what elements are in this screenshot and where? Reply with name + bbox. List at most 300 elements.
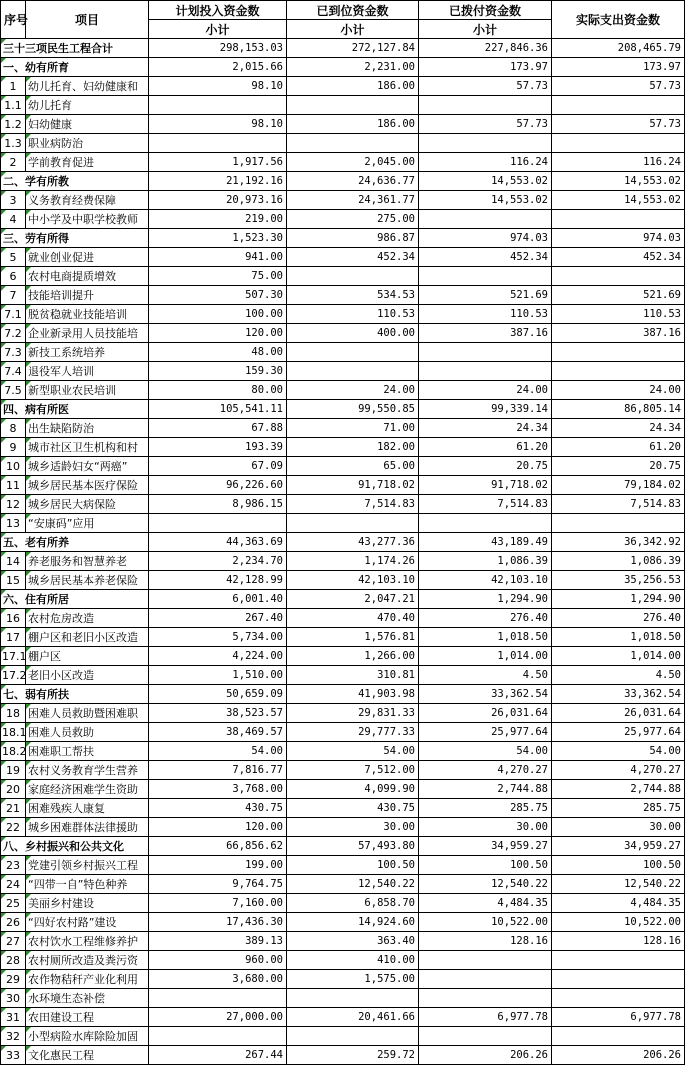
table-row [1, 191, 685, 210]
row-seq: 7.5 [1, 381, 26, 400]
row-seq: 16 [1, 609, 26, 628]
header-disbursed-subtotal: 小计 [419, 20, 552, 39]
cell-marker-icon [26, 970, 31, 975]
actual-amount: 128.16 [552, 932, 685, 951]
cell-marker-icon [26, 191, 31, 196]
section-row [1, 229, 685, 248]
section-row [1, 590, 685, 609]
table-row [1, 932, 685, 951]
disbursed-amount [419, 134, 552, 153]
disbursed-amount: 10,522.00 [419, 913, 552, 932]
planned-amount: 96,226.60 [149, 476, 287, 495]
actual-amount: 14,553.02 [552, 191, 685, 210]
arrived-amount: 1,575.00 [287, 970, 419, 989]
table-row [1, 77, 685, 96]
disbursed-amount: 4,270.27 [419, 761, 552, 780]
cell-marker-icon [1, 134, 6, 139]
table-row [1, 438, 685, 457]
arrived-amount [287, 989, 419, 1008]
cell-marker-icon [1, 894, 6, 899]
cell-marker-icon [1, 39, 6, 44]
disbursed-amount [419, 989, 552, 1008]
arrived-amount: 2,231.00 [287, 58, 419, 77]
arrived-amount: 24,636.77 [287, 172, 419, 191]
row-name: 水环境生态补偿 [26, 989, 149, 1008]
actual-amount: 30.00 [552, 818, 685, 837]
cell-marker-icon [26, 343, 31, 348]
planned-amount [149, 1027, 287, 1046]
section-title: 七、弱有所扶 [1, 685, 149, 704]
cell-marker-icon [26, 96, 31, 101]
disbursed-amount: 6,977.78 [419, 1008, 552, 1027]
actual-amount: 7,514.83 [552, 495, 685, 514]
arrived-amount: 24.00 [287, 381, 419, 400]
cell-marker-icon [26, 666, 31, 671]
row-seq: 3 [1, 191, 26, 210]
arrived-amount [287, 267, 419, 286]
row-seq: 31 [1, 1008, 26, 1027]
arrived-amount: 1,174.26 [287, 552, 419, 571]
arrived-amount: 1,266.00 [287, 647, 419, 666]
arrived-amount: 2,047.21 [287, 590, 419, 609]
actual-amount: 26,031.64 [552, 704, 685, 723]
cell-marker-icon [26, 704, 31, 709]
actual-amount: 24.00 [552, 381, 685, 400]
actual-amount: 100.50 [552, 856, 685, 875]
planned-amount: 66,856.62 [149, 837, 287, 856]
row-seq: 12 [1, 495, 26, 514]
disbursed-amount: 2,744.88 [419, 780, 552, 799]
disbursed-amount: 1,086.39 [419, 552, 552, 571]
row-seq: 33 [1, 1046, 26, 1065]
cell-marker-icon [1, 742, 6, 747]
arrived-amount: 24,361.77 [287, 191, 419, 210]
table-row [1, 780, 685, 799]
row-seq: 21 [1, 799, 26, 818]
table-row [1, 761, 685, 780]
cell-marker-icon [26, 286, 31, 291]
arrived-amount: 100.50 [287, 856, 419, 875]
disbursed-amount: 42,103.10 [419, 571, 552, 590]
row-name: 困难人员救助 [26, 723, 149, 742]
disbursed-amount: 116.24 [419, 153, 552, 172]
planned-amount: 6,001.40 [149, 590, 287, 609]
cell-marker-icon [26, 989, 31, 994]
row-seq: 7 [1, 286, 26, 305]
actual-amount: 34,959.27 [552, 837, 685, 856]
disbursed-amount: 1,294.90 [419, 590, 552, 609]
disbursed-amount: 57.73 [419, 115, 552, 134]
disbursed-amount: 14,553.02 [419, 172, 552, 191]
row-name: 困难人员救助暨困难职 [26, 704, 149, 723]
arrived-amount: 29,831.33 [287, 704, 419, 723]
row-name: 小型病险水库除险加固 [26, 1027, 149, 1046]
actual-amount: 276.40 [552, 609, 685, 628]
actual-amount: 61.20 [552, 438, 685, 457]
cell-marker-icon [26, 742, 31, 747]
disbursed-amount [419, 210, 552, 229]
table-row [1, 913, 685, 932]
table-row [1, 875, 685, 894]
row-name: 新型职业农民培训 [26, 381, 149, 400]
disbursed-amount: 25,977.64 [419, 723, 552, 742]
cell-marker-icon [1, 552, 6, 557]
cell-marker-icon [1, 495, 6, 500]
planned-amount: 507.30 [149, 286, 287, 305]
table-row [1, 1027, 685, 1046]
row-name: 学前教育促进 [26, 153, 149, 172]
cell-marker-icon [1, 590, 6, 595]
disbursed-amount: 20.75 [419, 457, 552, 476]
row-name: “四带一自”特色种养 [26, 875, 149, 894]
planned-amount: 199.00 [149, 856, 287, 875]
table-row [1, 381, 685, 400]
row-seq: 26 [1, 913, 26, 932]
row-name: 城乡居民大病保险 [26, 495, 149, 514]
arrived-amount: 2,045.00 [287, 153, 419, 172]
table-body [1, 39, 685, 1065]
table-row [1, 267, 685, 286]
row-name: 文化惠民工程 [26, 1046, 149, 1065]
table-row [1, 286, 685, 305]
row-name: 退役军人培训 [26, 362, 149, 381]
row-name: “安康码”应用 [26, 514, 149, 533]
table-row [1, 305, 685, 324]
row-name: 职业病防治 [26, 134, 149, 153]
planned-amount: 7,160.00 [149, 894, 287, 913]
cell-marker-icon [26, 951, 31, 956]
actual-amount: 2,744.88 [552, 780, 685, 799]
table-row [1, 419, 685, 438]
actual-amount: 4.50 [552, 666, 685, 685]
row-seq: 6 [1, 267, 26, 286]
disbursed-amount: 57.73 [419, 77, 552, 96]
table-row [1, 96, 685, 115]
planned-amount: 17,436.30 [149, 913, 287, 932]
cell-marker-icon [26, 77, 31, 82]
row-seq: 5 [1, 248, 26, 267]
disbursed-amount: 521.69 [419, 286, 552, 305]
row-seq: 7.3 [1, 343, 26, 362]
cell-marker-icon [1, 666, 6, 671]
cell-marker-icon [1, 267, 6, 272]
row-seq: 18.1 [1, 723, 26, 742]
row-seq: 1.1 [1, 96, 26, 115]
table-row [1, 552, 685, 571]
section-row [1, 172, 685, 191]
actual-amount: 208,465.79 [552, 39, 685, 58]
arrived-amount: 43,277.36 [287, 533, 419, 552]
row-name: 城乡适龄妇女“两癌” [26, 457, 149, 476]
planned-amount: 42,128.99 [149, 571, 287, 590]
header-arrived-subtotal: 小计 [287, 20, 419, 39]
row-seq: 25 [1, 894, 26, 913]
actual-amount [552, 267, 685, 286]
disbursed-amount [419, 1027, 552, 1046]
disbursed-amount: 61.20 [419, 438, 552, 457]
section-title: 三十三项民生工程合计 [1, 39, 149, 58]
row-seq: 19 [1, 761, 26, 780]
table-row [1, 818, 685, 837]
row-name: 困难残疾人康复 [26, 799, 149, 818]
cell-marker-icon [26, 305, 31, 310]
cell-marker-icon [1, 286, 6, 291]
disbursed-amount: 54.00 [419, 742, 552, 761]
arrived-amount: 91,718.02 [287, 476, 419, 495]
arrived-amount [287, 1027, 419, 1046]
cell-marker-icon [26, 153, 31, 158]
header-disbursed: 已拨付资金数 [419, 1, 552, 20]
cell-marker-icon [1, 628, 6, 633]
actual-amount: 35,256.53 [552, 571, 685, 590]
actual-amount: 4,270.27 [552, 761, 685, 780]
cell-marker-icon [1, 951, 6, 956]
arrived-amount: 71.00 [287, 419, 419, 438]
planned-amount: 267.40 [149, 609, 287, 628]
cell-marker-icon [1, 571, 6, 576]
actual-amount: 206.26 [552, 1046, 685, 1065]
planned-amount: 389.13 [149, 932, 287, 951]
table-row [1, 609, 685, 628]
cell-marker-icon [26, 780, 31, 785]
row-name: 农田建设工程 [26, 1008, 149, 1027]
row-name: 城乡居民基本医疗保险 [26, 476, 149, 495]
disbursed-amount: 43,189.49 [419, 533, 552, 552]
table-row [1, 628, 685, 647]
row-seq: 7.1 [1, 305, 26, 324]
row-name: 城乡居民基本养老保险 [26, 571, 149, 590]
section-title: 六、住有所居 [1, 590, 149, 609]
actual-amount: 1,294.90 [552, 590, 685, 609]
actual-amount: 33,362.54 [552, 685, 685, 704]
row-seq: 2 [1, 153, 26, 172]
cell-marker-icon [1, 305, 6, 310]
planned-amount: 44,363.69 [149, 533, 287, 552]
planned-amount: 27,000.00 [149, 1008, 287, 1027]
row-name: 就业创业促进 [26, 248, 149, 267]
planned-amount: 54.00 [149, 742, 287, 761]
disbursed-amount: 26,031.64 [419, 704, 552, 723]
row-seq: 27 [1, 932, 26, 951]
cell-marker-icon [1, 913, 6, 918]
cell-marker-icon [26, 1027, 31, 1032]
table-row [1, 742, 685, 761]
disbursed-amount [419, 951, 552, 970]
header-actual: 实际支出资金数 [552, 1, 685, 39]
cell-marker-icon [1, 818, 6, 823]
cell-marker-icon [26, 267, 31, 272]
table-row [1, 989, 685, 1008]
cell-marker-icon [1, 780, 6, 785]
cell-marker-icon [26, 134, 31, 139]
row-name: 技能培训提升 [26, 286, 149, 305]
planned-amount: 80.00 [149, 381, 287, 400]
cell-marker-icon [26, 647, 31, 652]
actual-amount: 173.97 [552, 58, 685, 77]
planned-amount: 7,816.77 [149, 761, 287, 780]
planned-amount: 3,768.00 [149, 780, 287, 799]
cell-marker-icon [1, 856, 6, 861]
planned-amount [149, 96, 287, 115]
cell-marker-icon [1, 875, 6, 880]
planned-amount: 193.39 [149, 438, 287, 457]
section-row [1, 58, 685, 77]
row-seq: 18.2 [1, 742, 26, 761]
table-row [1, 134, 685, 153]
actual-amount [552, 970, 685, 989]
planned-amount: 1,523.30 [149, 229, 287, 248]
cell-marker-icon [1, 647, 6, 652]
arrived-amount: 14,924.60 [287, 913, 419, 932]
planned-amount: 298,153.03 [149, 39, 287, 58]
row-seq: 4 [1, 210, 26, 229]
planned-amount: 67.88 [149, 419, 287, 438]
planned-amount: 50,659.09 [149, 685, 287, 704]
arrived-amount: 54.00 [287, 742, 419, 761]
actual-amount: 974.03 [552, 229, 685, 248]
cell-marker-icon [26, 419, 31, 424]
row-seq: 23 [1, 856, 26, 875]
arrived-amount [287, 96, 419, 115]
row-seq: 1 [1, 77, 26, 96]
disbursed-amount: 4.50 [419, 666, 552, 685]
row-seq: 28 [1, 951, 26, 970]
cell-marker-icon [1, 115, 6, 120]
planned-amount [149, 514, 287, 533]
table-row [1, 799, 685, 818]
planned-amount: 120.00 [149, 324, 287, 343]
disbursed-amount: 1,018.50 [419, 628, 552, 647]
row-name: 美丽乡村建设 [26, 894, 149, 913]
cell-marker-icon [26, 932, 31, 937]
planned-amount: 9,764.75 [149, 875, 287, 894]
disbursed-amount: 206.26 [419, 1046, 552, 1065]
row-name: 城市社区卫生机构和村 [26, 438, 149, 457]
cell-marker-icon [1, 77, 6, 82]
arrived-amount: 6,858.70 [287, 894, 419, 913]
cell-marker-icon [26, 761, 31, 766]
planned-amount: 38,469.57 [149, 723, 287, 742]
cell-marker-icon [26, 438, 31, 443]
disbursed-amount: 7,514.83 [419, 495, 552, 514]
cell-marker-icon [1, 400, 6, 405]
row-name: 养老服务和智慧养老 [26, 552, 149, 571]
arrived-amount: 12,540.22 [287, 875, 419, 894]
actual-amount: 116.24 [552, 153, 685, 172]
arrived-amount: 986.87 [287, 229, 419, 248]
cell-marker-icon [1, 685, 6, 690]
arrived-amount: 363.40 [287, 932, 419, 951]
cell-marker-icon [26, 913, 31, 918]
disbursed-amount: 12,540.22 [419, 875, 552, 894]
cell-marker-icon [26, 552, 31, 557]
table-row [1, 115, 685, 134]
actual-amount [552, 514, 685, 533]
row-seq: 22 [1, 818, 26, 837]
actual-amount: 20.75 [552, 457, 685, 476]
disbursed-amount: 30.00 [419, 818, 552, 837]
cell-marker-icon [1, 229, 6, 234]
table-row [1, 970, 685, 989]
actual-amount [552, 1027, 685, 1046]
table-row [1, 457, 685, 476]
planned-amount: 20,973.16 [149, 191, 287, 210]
planned-amount: 8,986.15 [149, 495, 287, 514]
cell-marker-icon [1, 932, 6, 937]
header-planned-subtotal: 小计 [149, 20, 287, 39]
actual-amount [552, 951, 685, 970]
cell-marker-icon [1, 172, 6, 177]
row-name: 家庭经济困难学生资助 [26, 780, 149, 799]
row-name: “四好农村路”建设 [26, 913, 149, 932]
cell-marker-icon [26, 362, 31, 367]
row-seq: 9 [1, 438, 26, 457]
row-seq: 30 [1, 989, 26, 1008]
row-seq: 15 [1, 571, 26, 590]
cell-marker-icon [26, 514, 31, 519]
header-arrived: 已到位资金数 [287, 1, 419, 20]
row-seq: 17 [1, 628, 26, 647]
section-row [1, 400, 685, 419]
disbursed-amount [419, 96, 552, 115]
actual-amount [552, 362, 685, 381]
planned-amount: 48.00 [149, 343, 287, 362]
table-row [1, 951, 685, 970]
disbursed-amount [419, 970, 552, 989]
cell-marker-icon [26, 1008, 31, 1013]
section-row [1, 533, 685, 552]
section-title: 一、幼有所育 [1, 58, 149, 77]
row-name: 党建引领乡村振兴工程 [26, 856, 149, 875]
cell-marker-icon [26, 115, 31, 120]
section-title: 五、老有所养 [1, 533, 149, 552]
row-name: 困难职工帮扶 [26, 742, 149, 761]
actual-amount: 24.34 [552, 419, 685, 438]
section-title: 四、病有所医 [1, 400, 149, 419]
actual-amount [552, 96, 685, 115]
row-seq: 7.2 [1, 324, 26, 343]
cell-marker-icon [26, 476, 31, 481]
planned-amount: 219.00 [149, 210, 287, 229]
cell-marker-icon [26, 875, 31, 880]
row-seq: 13 [1, 514, 26, 533]
row-seq: 1.3 [1, 134, 26, 153]
arrived-amount: 4,099.90 [287, 780, 419, 799]
arrived-amount: 30.00 [287, 818, 419, 837]
arrived-amount: 182.00 [287, 438, 419, 457]
actual-amount: 1,086.39 [552, 552, 685, 571]
arrived-amount: 272,127.84 [287, 39, 419, 58]
table-row [1, 495, 685, 514]
actual-amount: 79,184.02 [552, 476, 685, 495]
cell-marker-icon [1, 761, 6, 766]
cell-marker-icon [1, 96, 6, 101]
arrived-amount: 470.40 [287, 609, 419, 628]
arrived-amount: 400.00 [287, 324, 419, 343]
table-row [1, 704, 685, 723]
disbursed-amount: 227,846.36 [419, 39, 552, 58]
actual-amount: 36,342.92 [552, 533, 685, 552]
arrived-amount: 29,777.33 [287, 723, 419, 742]
cell-marker-icon [26, 210, 31, 215]
disbursed-amount: 1,014.00 [419, 647, 552, 666]
arrived-amount: 99,550.85 [287, 400, 419, 419]
cell-marker-icon [1, 1008, 6, 1013]
row-name: 企业新录用人员技能培 [26, 324, 149, 343]
cell-marker-icon [1, 837, 6, 842]
arrived-amount: 534.53 [287, 286, 419, 305]
table-row [1, 210, 685, 229]
